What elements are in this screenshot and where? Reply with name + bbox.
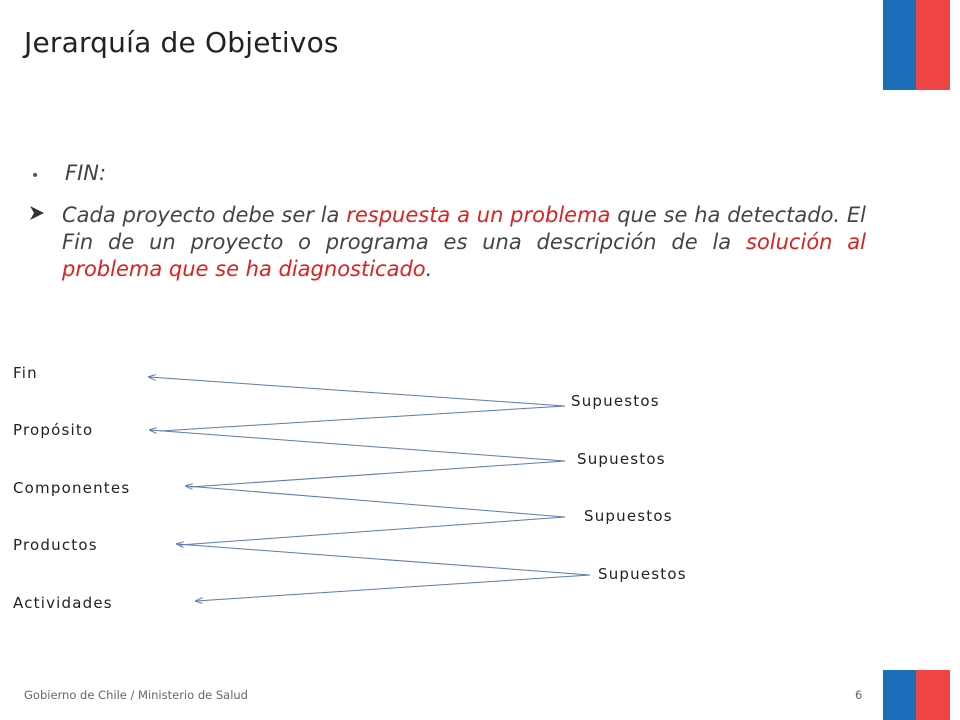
slide-title: Jerarquía de Objetivos (24, 26, 339, 59)
assumption-2: Supuestos (577, 450, 666, 468)
level-actividades: Actividades (13, 594, 113, 612)
arrow-to-fin (149, 377, 565, 406)
assumption-3: Supuestos (584, 507, 673, 525)
para-text-1: Cada proyecto debe ser la (62, 203, 347, 227)
highlight-problem: respuesta a un problema (346, 203, 611, 227)
arrow-to-productos (177, 544, 590, 575)
level-productos: Productos (13, 536, 98, 554)
footer-organization: Gobierno de Chile / Ministerio de Salud (24, 688, 248, 702)
arrow-to-proposito (150, 430, 565, 461)
description-paragraph (62, 202, 866, 283)
para-text-2: que se ha detectado. El Fin de un proyecto o programa es una descripción de la (62, 203, 866, 254)
flag-red-stripe (916, 670, 950, 720)
line-productos-to-supuestos-3 (180, 517, 565, 545)
bullet-dot-icon: • (31, 168, 40, 184)
flag-blue-stripe (883, 670, 916, 720)
chile-flag-top-logo (883, 0, 950, 90)
page-number: 6 (855, 688, 863, 702)
arrow-to-actividades (196, 575, 590, 601)
chile-flag-bottom-logo (883, 670, 950, 720)
level-componentes: Componentes (13, 479, 131, 497)
bullet-fin (28, 160, 866, 190)
flag-red-stripe (916, 0, 950, 90)
assumption-4: Supuestos (598, 565, 687, 583)
assumption-1: Supuestos (571, 392, 660, 410)
para-text-3: . (425, 257, 433, 281)
line-componentes-to-supuestos-2 (190, 461, 565, 487)
bullet-fin-label: FIN: (65, 161, 107, 185)
line-proposito-to-supuestos-1 (160, 406, 565, 431)
arrow-to-componentes (186, 486, 565, 517)
level-proposito: Propósito (13, 421, 94, 439)
flag-blue-stripe (883, 0, 916, 90)
arrow-bullet-icon (28, 200, 62, 222)
objectives-hierarchy-diagram (0, 350, 760, 630)
bullet-description (28, 200, 866, 283)
highlight-solution: solución al problema que se ha diagnosticado (62, 230, 866, 281)
slide-body (28, 160, 866, 293)
level-fin: Fin (13, 364, 38, 382)
